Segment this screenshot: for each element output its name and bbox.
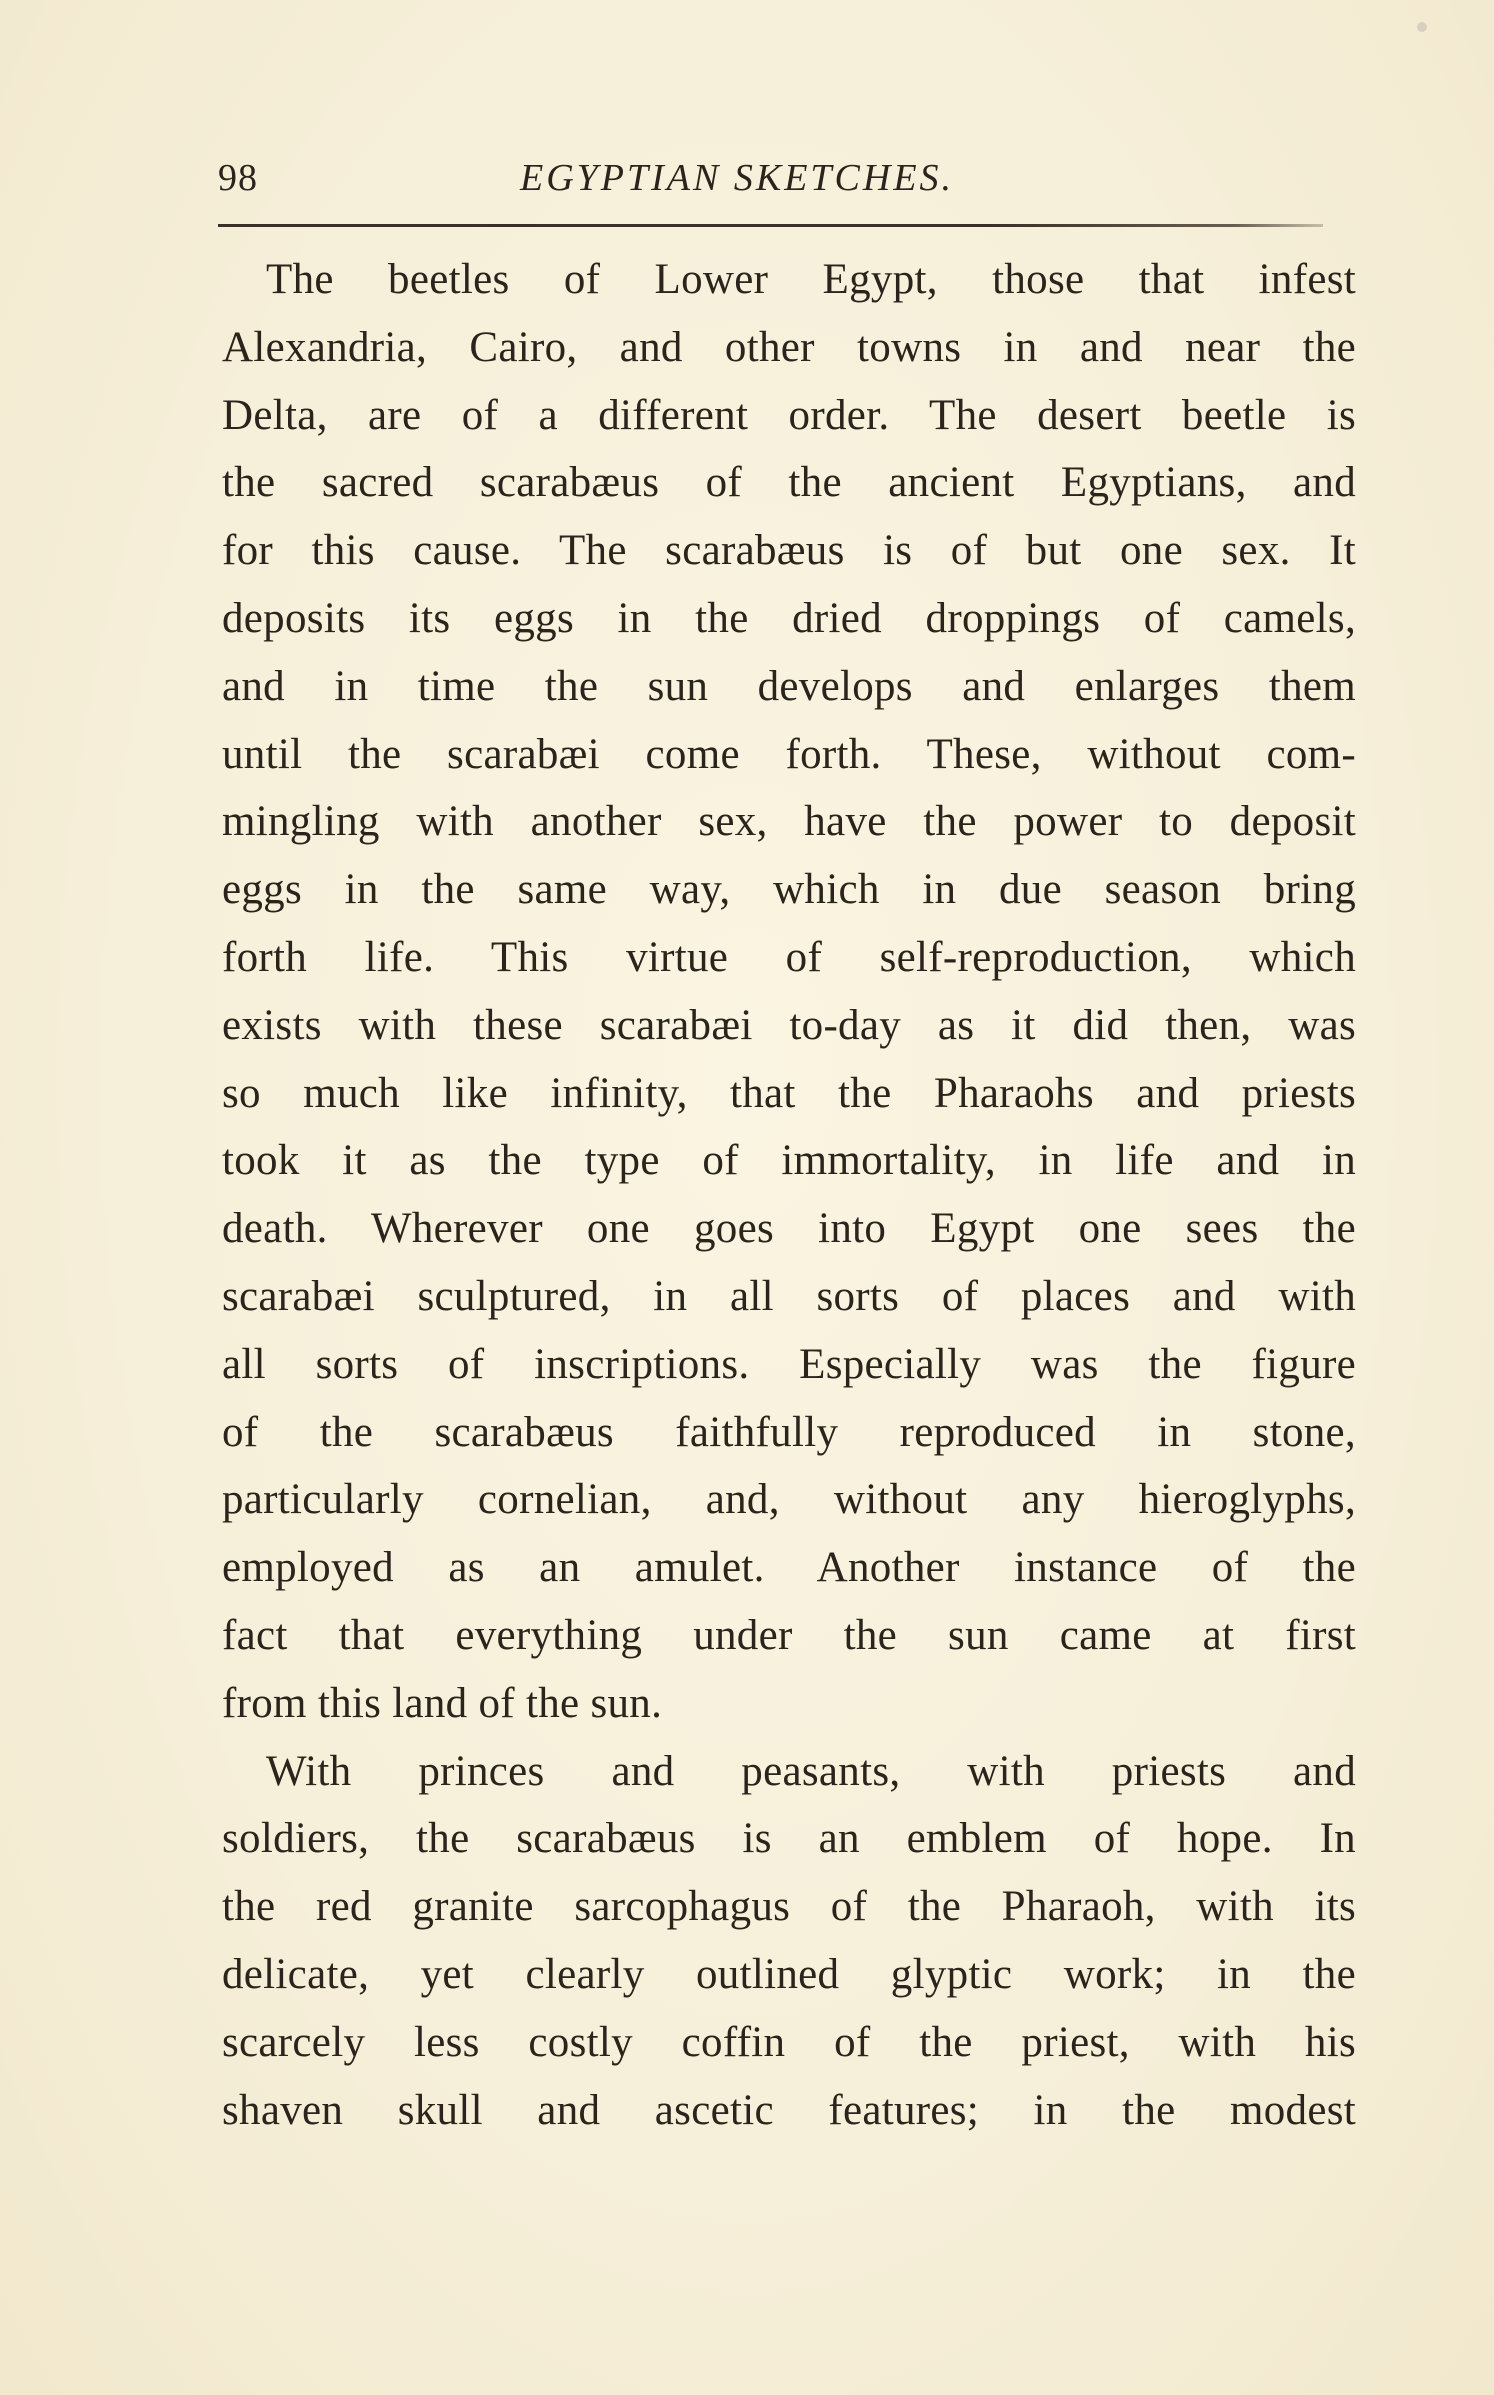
text-line: delicate, yet clearly outlined glyptic work; in the [222,1950,1356,1998]
text-line: shaven skull and ascetic features; in the modest [222,2086,1356,2134]
text-line: The beetles of Lower Egypt, those that infest [266,256,1356,303]
page-number: 98 [218,157,258,199]
text-line: for this cause. The scarabæus is of but one sex. It [222,527,1356,575]
text-line: of the scarabæus faithfully reproduced in stone, [222,1408,1356,1456]
paper-speck [1417,22,1427,32]
header-rule [218,224,1323,227]
running-title: EGYPTIAN SKETCHES. [520,157,955,199]
body-text [222,246,1356,2144]
text-line: the sacred scarabæus of the ancient Egyptians, and [222,459,1356,507]
text-line: scarcely less costly coffin of the priest, with his [222,2018,1356,2066]
text-line: employed as an amulet. Another instance of the [222,1544,1356,1592]
text-line: fact that everything under the sun came at first [222,1611,1356,1659]
running-head [218,156,1348,216]
text-line: eggs in the same way, which in due season bring [222,866,1356,914]
text-line: from this land of the sun. [222,1679,663,1727]
text-line: all sorts of inscriptions. Especially was the figure [222,1340,1356,1388]
text-line: scarabæi sculptured, in all sorts of places and with [222,1272,1356,1320]
text-line: Alexandria, Cairo, and other towns in and near the [222,323,1356,371]
text-line: took it as the type of immortality, in life and in [222,1137,1356,1185]
text-line: exists with these scarabæi to-day as it did then, was [222,1001,1356,1049]
text-line: death. Wherever one goes into Egypt one sees the [222,1205,1356,1253]
text-line: until the scarabæi come forth. These, without com- [222,730,1356,778]
text-line: Delta, are of a different order. The desert beetle is [222,391,1356,439]
text-line: and in time the sun develops and enlarges them [222,662,1356,710]
text-line: With princes and peasants, with priests and [266,1747,1356,1795]
text-line: the red granite sarcophagus of the Pharaoh, with its [222,1883,1356,1931]
text-line: so much like infinity, that the Pharaohs and priests [222,1069,1356,1117]
text-line: forth life. This virtue of self-reproduction, which [222,933,1356,981]
text-line: mingling with another sex, have the power to deposit [222,798,1356,846]
text-line: particularly cornelian, and, without any hieroglyphs, [222,1476,1356,1524]
text-line: soldiers, the scarabæus is an emblem of hope. In [222,1815,1356,1863]
text-line: deposits its eggs in the dried droppings of camels, [222,594,1356,642]
